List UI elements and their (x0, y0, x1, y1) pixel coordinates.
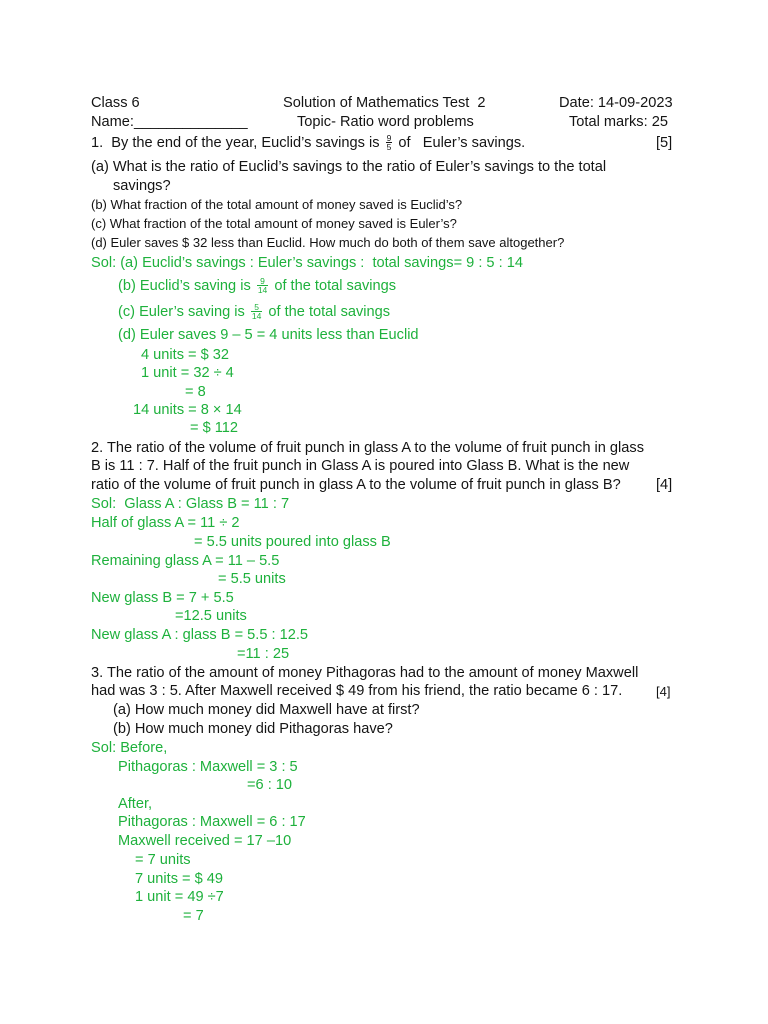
q3-sol-line: After, (118, 796, 153, 812)
q2-line-2: B is 11 : 7. Half of the fruit punch in Glass A is poured into Glass B. What is the new (91, 458, 630, 474)
q1-part-c: (c) What fraction of the total amount of money saved is Euler’s? (91, 216, 457, 231)
q3-marks: [4] (656, 684, 671, 699)
q1-stem: 1. By the end of the year, Euclid’s savings is $\frac{9}{5}$ of Euler’s savings. (91, 132, 526, 152)
q1-sol-a: Sol: (a) Euclid’s savings : Euler’s savings : total savings= 9 : 5 : 14 (91, 255, 523, 271)
fraction-five-fourteenths: $\frac{5}{14}$ (251, 301, 262, 321)
q3-part-a: (a) How much money did Maxwell have at first? (113, 702, 420, 718)
class-label: Class 6 (91, 95, 140, 111)
q2-marks: [4] (656, 477, 673, 493)
q1-marks: [5] (656, 135, 673, 151)
q1-sol-line: = $ 112 (190, 420, 239, 436)
q2-line-3: ratio of the volume of fruit punch in glass A to the volume of fruit punch in glass B? (91, 477, 621, 493)
q2-sol-line: =12.5 units (175, 608, 247, 624)
q3-sol-line: Maxwell received = 17 –10 (118, 833, 292, 849)
q2-sol-line: New glass A : glass B = 5.5 : 12.5 (91, 627, 309, 643)
topic-label: Topic- Ratio word problems (297, 114, 474, 130)
q3-part-b: (b) How much money did Pithagoras have? (113, 721, 393, 737)
q3-sol-line: Pithagoras : Maxwell = 3 : 5 (118, 759, 298, 775)
q1-sol-line: 14 units = 8 × 14 (133, 402, 242, 418)
q2-sol-line: Half of glass A = 11 ÷ 2 (91, 515, 240, 531)
q1-part-a: (a) What is the ratio of Euclid’s savings to the ratio of Euler’s savings to the total (91, 159, 607, 175)
q1-part-b: (b) What fraction of the total amount of money saved is Euclid’s? (91, 197, 463, 212)
q3-sol-line: 1 unit = 49 ÷7 (135, 889, 224, 905)
q2-sol-line: Sol: Glass A : Glass B = 11 : 7 (91, 496, 290, 512)
q3-sol-line: Pithagoras : Maxwell = 6 : 17 (118, 814, 306, 830)
q3-sol-line: 7 units = $ 49 (135, 871, 224, 887)
q2-sol-line: New glass B = 7 + 5.5 (91, 590, 234, 606)
name-field: Name:______________ (91, 114, 248, 130)
q1-part-a-cont: savings? (113, 178, 171, 194)
q1-sol-b: (b) Euclid’s saving is $\frac{9}{14}$ of the total savings (118, 275, 397, 295)
q2-sol-line: = 5.5 units (218, 571, 286, 587)
q3-sol-line: Sol: Before, (91, 740, 168, 756)
test-title: Solution of Mathematics Test 2 (283, 95, 486, 111)
q2-sol-line: = 5.5 units poured into glass B (194, 534, 391, 550)
q1-sol-c: (c) Euler’s saving is $\frac{5}{14}$ of the total savings (118, 301, 391, 321)
q2-line-1: 2. The ratio of the volume of fruit punch in glass A to the volume of fruit punch in glass (91, 440, 644, 456)
q3-sol-line: = 7 (183, 908, 204, 924)
fraction-nine-fifths: $\frac{9}{5}$ (386, 132, 392, 152)
q1-part-d: (d) Euler saves $ 32 less than Euclid. How much do both of them save altogether? (91, 235, 565, 250)
q1-sol-line: 1 unit = 32 ÷ 4 (141, 365, 234, 381)
q2-sol-line: =11 : 25 (237, 646, 290, 662)
total-marks: Total marks: 25 (569, 114, 668, 130)
q3-sol-line: =6 : 10 (247, 777, 293, 793)
q1-sol-d: (d) Euler saves 9 – 5 = 4 units less than Euclid (118, 327, 419, 343)
q2-sol-line: Remaining glass A = 11 – 5.5 (91, 553, 280, 569)
q3-sol-line: = 7 units (135, 852, 191, 868)
q3-line-2: had was 3 : 5. After Maxwell received $ 49 from his friend, the ratio became 6 : 17. (91, 683, 623, 699)
fraction-nine-fourteenths: $\frac{9}{14}$ (257, 275, 268, 295)
q1-sol-line: 4 units = $ 32 (141, 347, 230, 363)
test-date: Date: 14-09-2023 (559, 95, 673, 111)
q3-line-1: 3. The ratio of the amount of money Pithagoras had to the amount of money Maxwell (91, 665, 639, 681)
q1-sol-line: = 8 (185, 384, 206, 400)
